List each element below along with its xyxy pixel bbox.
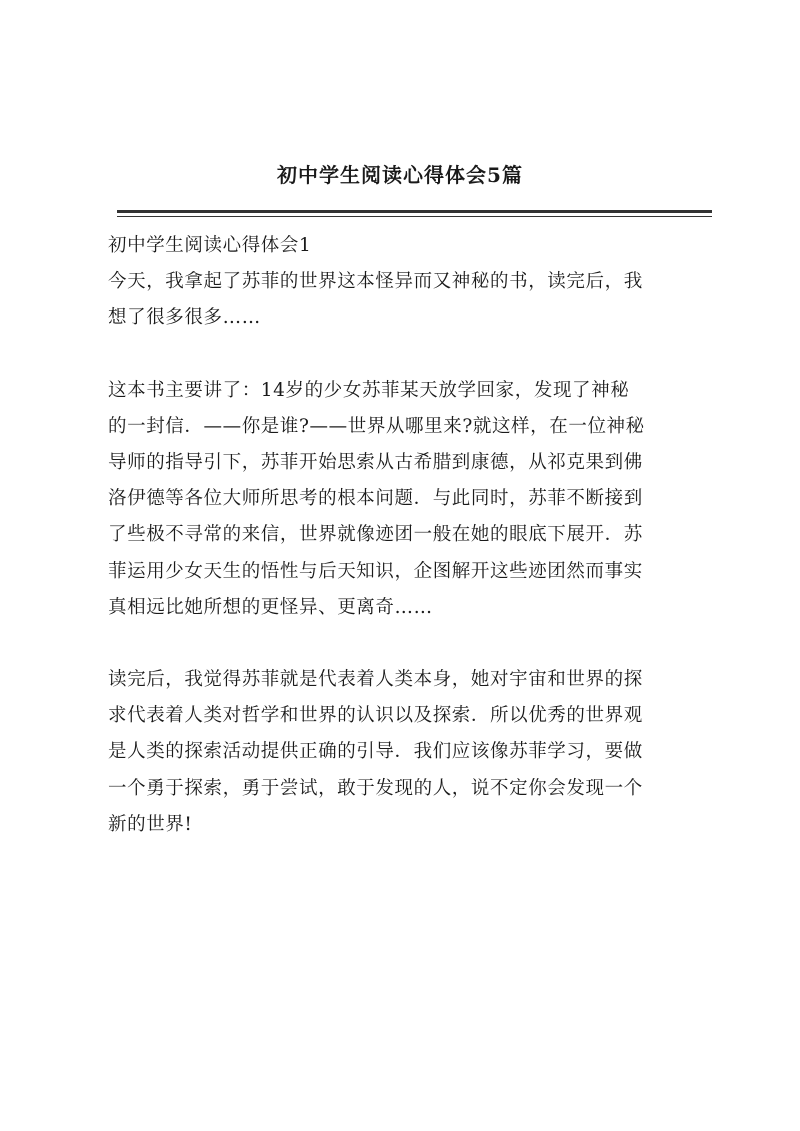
document-body: [108, 228, 714, 879]
paragraph-1: 今天，我拿起了苏菲的世界这本怪异而又神秘的书，读完后，我 想了很多很多……: [108, 271, 643, 329]
paragraph-3: 读完后，我觉得苏菲就是代表着人类本身，她对宇宙和世界的探 求代表着人类对哲学和世界的认识以及探索．所以优秀的世界观 是人类的探索活动提供正确的引导．我们应该像苏菲学习，要做 一个勇于探索，勇于尝试，敢于发现的人，说不定你会发现一个 新的世界!: [108, 669, 643, 835]
document-title: 初中学生阅读心得体会5篇: [277, 163, 523, 187]
title-divider: [117, 210, 712, 213]
paragraph-2: 这本书主要讲了：14岁的少女苏菲某天放学回家，发现了神秘 的一封信．——你是谁?——世界从哪里来?就这样，在一位神秘 导师的指导引下，苏菲开始思索从古希腊到康德，从祁克果到佛 洛伊德等各位大师所思考的根本问题．与此同时，苏菲不断接到 了些极不寻常的来信，世界就像迹团一般在她的眼底下展开．苏 菲运用少女天生的悟性与后天知识，企图解开这些迹团然而事实 真相远比她所想的更怪异、更离奇……: [108, 379, 645, 618]
section-heading: 初中学生阅读心得体会1: [108, 235, 312, 256]
